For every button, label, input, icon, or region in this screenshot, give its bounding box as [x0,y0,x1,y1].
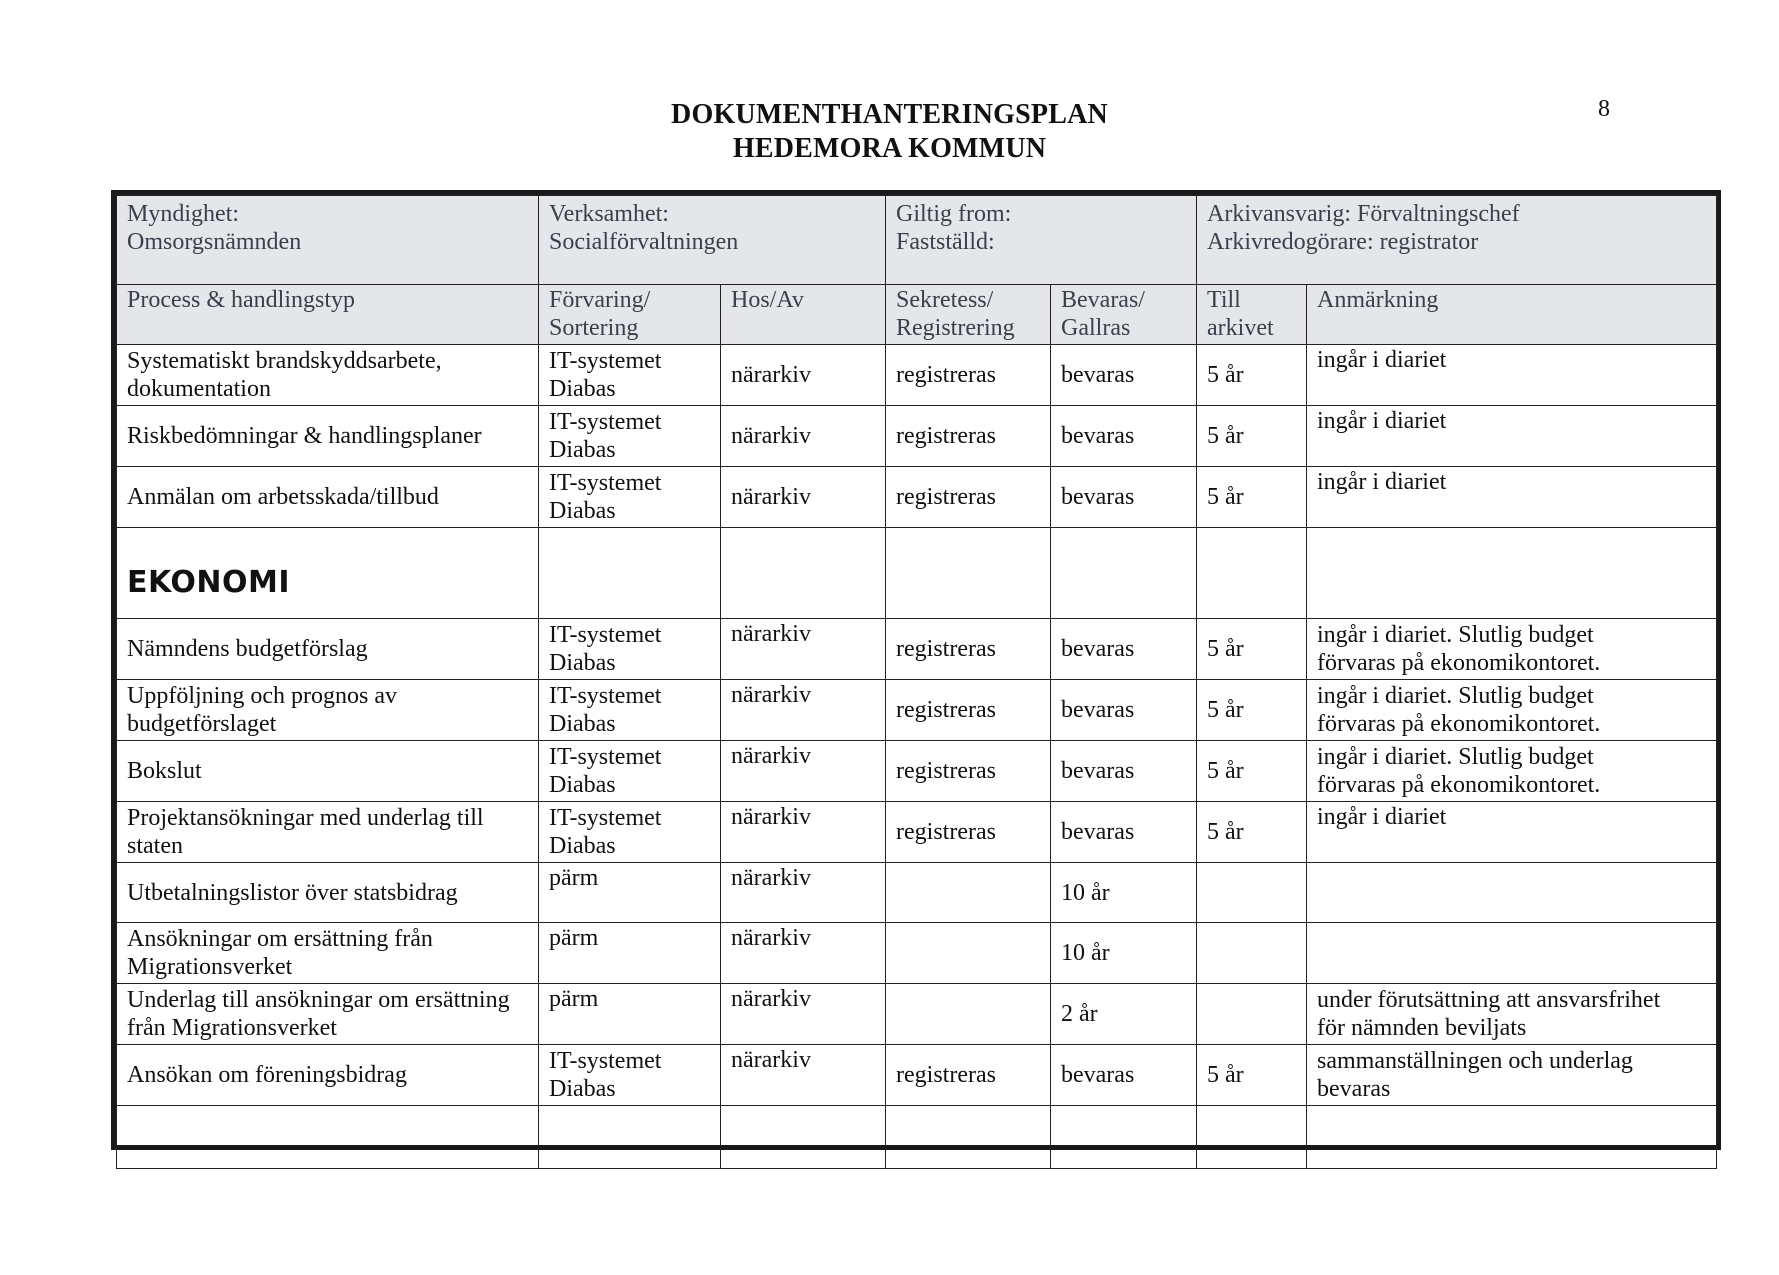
hos-value: närarkiv [731,484,811,510]
till-arkivet-value: 5 år [1207,484,1244,510]
hos-value: närarkiv [731,925,811,951]
bevaras-value: 2 år [1061,1001,1098,1027]
process-line1: Anmälan om arbetsskada/tillbud [127,484,439,510]
anmarkning-line1: ingår i diariet [1317,347,1447,373]
hos-value: närarkiv [731,621,811,647]
col-till [1197,285,1307,345]
anmarkning-line1: ingår i diariet. Slutlig budget [1317,683,1594,709]
till-arkivet-cell [1197,802,1307,863]
col-hos: Hos/Av [721,285,886,345]
hos-cell [721,680,886,741]
process-line1: Ansökningar om ersättning från [127,926,433,952]
anmarkning-line2: förvaras på ekonomikontoret. [1317,772,1601,798]
hos-value: närarkiv [731,682,811,708]
till-arkivet-value: 5 år [1207,362,1244,388]
table-row [117,1045,1717,1106]
sekretess-value: registreras [896,1062,996,1088]
anmarkning-line1: ingår i diariet [1317,804,1447,830]
forvaring-line1: IT-systemet [549,409,662,435]
process-cell [117,984,539,1045]
verksamhet-label: Verksamhet: [549,201,669,227]
till-arkivet-cell [1197,1045,1307,1106]
section-row [117,528,1717,619]
giltig-label: Giltig from: [896,201,1012,227]
bevaras-value: 10 år [1061,940,1110,966]
process-line2: budgetförslaget [127,711,277,737]
till-arkivet-cell [1197,741,1307,802]
process-cell [117,680,539,741]
col-forvaring-line1: Förvaring/ [549,287,651,313]
sekretess-cell [886,802,1051,863]
hos-value: närarkiv [731,865,811,891]
bevaras-cell [1051,1045,1197,1106]
anmarkning-cell [1307,619,1717,680]
bevaras-value: bevaras [1061,1062,1135,1088]
anmarkning-cell [1307,923,1717,984]
column-header-row [117,285,1717,345]
hos-cell [721,741,886,802]
forvaring-cell [539,680,721,741]
forvaring-line1: IT-systemet [549,805,662,831]
process-line2: dokumentation [127,376,271,402]
section-title: EKONOMI [117,528,539,619]
process-line2: från Migrationsverket [127,1015,337,1041]
table-row [117,680,1717,741]
hos-cell [721,923,886,984]
empty-cell [1051,1106,1197,1169]
table-row [117,406,1717,467]
bevaras-cell [1051,923,1197,984]
forvaring-line1: pärm [549,925,599,951]
col-forvaring [539,285,721,345]
col-bevaras [1051,285,1197,345]
process-line1: Ansökan om föreningsbidrag [127,1062,407,1088]
bevaras-cell [1051,802,1197,863]
col-process: Process & handlingstyp [117,285,539,345]
anmarkning-cell [1307,680,1717,741]
anmarkning-line1: ingår i diariet [1317,408,1447,434]
document-title [0,98,1779,166]
giltig-cell [886,196,1197,285]
process-line1: Bokslut [127,758,202,784]
forvaring-cell [539,467,721,528]
anmarkning-line1: ingår i diariet. Slutlig budget [1317,622,1594,648]
till-arkivet-value: 5 år [1207,423,1244,449]
anmarkning-cell [1307,1045,1717,1106]
bevaras-value: bevaras [1061,484,1135,510]
arkivredogorare: Arkivredogörare: registrator [1207,229,1479,255]
bevaras-cell [1051,680,1197,741]
col-till-line1: Till [1207,287,1241,313]
empty-cell [539,1106,721,1169]
table-row [117,802,1717,863]
myndighet-value: Omsorgsnämnden [127,229,302,255]
bevaras-cell [1051,863,1197,923]
empty-row [117,1106,1717,1169]
anmarkning-cell [1307,984,1717,1045]
sekretess-value: registreras [896,636,996,662]
hos-cell [721,863,886,923]
forvaring-line1: IT-systemet [549,622,662,648]
bevaras-value: bevaras [1061,819,1135,845]
empty-cell [1197,1106,1307,1169]
forvaring-line1: IT-systemet [549,744,662,770]
hos-value: närarkiv [731,743,811,769]
process-line1: Underlag till ansökningar om ersättning [127,987,510,1013]
till-arkivet-value: 5 år [1207,697,1244,723]
table-row [117,345,1717,406]
document-table [116,195,1717,1169]
anmarkning-cell [1307,467,1717,528]
till-arkivet-value: 5 år [1207,1062,1244,1088]
anmarkning-line2: för nämnden beviljats [1317,1015,1527,1041]
process-cell [117,1045,539,1106]
process-cell [117,802,539,863]
process-line1: Riskbedömningar & handlingsplaner [127,423,482,449]
hos-value: närarkiv [731,423,811,449]
myndighet-cell [117,196,539,285]
arkivansvarig: Arkivansvarig: Förvaltningschef [1207,201,1520,227]
bevaras-cell [1051,406,1197,467]
forvaring-line2: Diabas [549,376,616,402]
forvaring-line1: IT-systemet [549,683,662,709]
process-line2: Migrationsverket [127,954,293,980]
sekretess-cell [886,741,1051,802]
forvaring-line2: Diabas [549,772,616,798]
bevaras-cell [1051,984,1197,1045]
anmarkning-line1: ingår i diariet [1317,469,1447,495]
forvaring-line1: IT-systemet [549,470,662,496]
sekretess-value: registreras [896,697,996,723]
sekretess-value: registreras [896,758,996,784]
col-sekretess-line1: Sekretess/ [896,287,994,313]
empty-cell [886,528,1051,619]
till-arkivet-cell [1197,984,1307,1045]
col-bevaras-line1: Bevaras/ [1061,287,1145,313]
anmarkning-cell [1307,863,1717,923]
title-line-1: DOKUMENTHANTERINGSPLAN [671,99,1108,130]
anmarkning-cell [1307,406,1717,467]
arkiv-cell [1197,196,1717,285]
forvaring-line2: Diabas [549,711,616,737]
forvaring-cell [539,984,721,1045]
process-cell [117,923,539,984]
anmarkning-line1: ingår i diariet. Slutlig budget [1317,744,1594,770]
hos-cell [721,406,886,467]
hos-value: närarkiv [731,804,811,830]
forvaring-cell [539,406,721,467]
bevaras-value: bevaras [1061,697,1135,723]
hos-value: närarkiv [731,986,811,1012]
process-line1: Nämndens budgetförslag [127,636,368,662]
till-arkivet-value: 5 år [1207,819,1244,845]
bevaras-cell [1051,741,1197,802]
forvaring-cell [539,741,721,802]
till-arkivet-cell [1197,923,1307,984]
sekretess-cell [886,406,1051,467]
forvaring-cell [539,1045,721,1106]
sekretess-value: registreras [896,484,996,510]
empty-cell [1197,528,1307,619]
forvaring-line1: pärm [549,986,599,1012]
table-row [117,619,1717,680]
forvaring-cell [539,863,721,923]
bevaras-value: bevaras [1061,362,1135,388]
col-anm: Anmärkning [1307,285,1717,345]
table-row [117,741,1717,802]
forvaring-line2: Diabas [549,650,616,676]
forvaring-line1: IT-systemet [549,348,662,374]
process-line1: Utbetalningslistor över statsbidrag [127,879,458,906]
table-row [117,467,1717,528]
meta-row [117,196,1717,285]
table-row [117,984,1717,1045]
col-bevaras-line2: Gallras [1061,315,1131,341]
till-arkivet-cell [1197,467,1307,528]
title-line-2: HEDEMORA KOMMUN [732,133,1047,164]
process-cell [117,863,539,923]
forvaring-line2: Diabas [549,437,616,463]
col-forvaring-line2: Sortering [549,315,639,341]
till-arkivet-cell [1197,680,1307,741]
anmarkning-cell [1307,345,1717,406]
empty-cell [721,1106,886,1169]
anmarkning-line2: förvaras på ekonomikontoret. [1317,650,1601,676]
myndighet-label: Myndighet: [127,201,239,227]
sekretess-cell [886,619,1051,680]
hos-cell [721,467,886,528]
sekretess-cell [886,863,1051,923]
empty-cell [886,1106,1051,1169]
sekretess-cell [886,923,1051,984]
till-arkivet-cell [1197,406,1307,467]
process-cell [117,406,539,467]
anmarkning-line1: under förutsättning att ansvarsfrihet [1317,987,1661,1013]
sekretess-cell [886,345,1051,406]
verksamhet-value: Socialförvaltningen [549,229,739,255]
process-line1: Systematiskt brandskyddsarbete, [127,348,442,374]
empty-cell [1307,528,1717,619]
till-arkivet-cell [1197,863,1307,923]
forvaring-cell [539,345,721,406]
col-sekretess-line2: Registrering [896,315,1015,341]
col-sekretess [886,285,1051,345]
bevaras-cell [1051,345,1197,406]
hos-value: närarkiv [731,362,811,388]
sekretess-value: registreras [896,423,996,449]
process-line1: Uppföljning och prognos av [127,683,397,709]
process-line1: Projektansökningar med underlag till [127,805,484,831]
hos-cell [721,619,886,680]
bevaras-value: 10 år [1061,879,1110,906]
sekretess-cell [886,1045,1051,1106]
sekretess-cell [886,984,1051,1045]
forvaring-cell [539,619,721,680]
table-row [117,923,1717,984]
forvaring-line1: pärm [549,865,599,891]
till-arkivet-value: 5 år [1207,636,1244,662]
anmarkning-line2: förvaras på ekonomikontoret. [1317,711,1601,737]
hos-cell [721,984,886,1045]
empty-cell [1307,1106,1717,1169]
bevaras-cell [1051,467,1197,528]
hos-cell [721,802,886,863]
process-cell [117,345,539,406]
process-cell [117,619,539,680]
anmarkning-cell [1307,802,1717,863]
forvaring-line2: Diabas [549,498,616,524]
process-cell [117,741,539,802]
process-cell [117,467,539,528]
process-line2: staten [127,833,183,859]
sekretess-value: registreras [896,362,996,388]
bevaras-value: bevaras [1061,758,1135,784]
forvaring-cell [539,923,721,984]
empty-cell [1051,528,1197,619]
anmarkning-line2: bevaras [1317,1076,1391,1102]
sekretess-cell [886,680,1051,741]
forvaring-line2: Diabas [549,833,616,859]
empty-cell [539,528,721,619]
page-number: 8 [1598,96,1610,122]
forvaring-line1: IT-systemet [549,1048,662,1074]
table-row [117,863,1717,923]
bevaras-value: bevaras [1061,423,1135,449]
till-arkivet-cell [1197,619,1307,680]
forvaring-cell [539,802,721,863]
sekretess-value: registreras [896,819,996,845]
sekretess-cell [886,467,1051,528]
bevaras-cell [1051,619,1197,680]
forvaring-line2: Diabas [549,1076,616,1102]
empty-cell [721,528,886,619]
till-arkivet-cell [1197,345,1307,406]
hos-cell [721,345,886,406]
hos-cell [721,1045,886,1106]
bevaras-value: bevaras [1061,636,1135,662]
col-till-line2: arkivet [1207,315,1274,341]
document-table-frame [111,190,1721,1150]
faststalld-label: Fastställd: [896,229,995,255]
anmarkning-cell [1307,741,1717,802]
empty-cell [117,1106,539,1169]
verksamhet-cell [539,196,886,285]
anmarkning-line1: sammanställningen och underlag [1317,1048,1633,1074]
till-arkivet-value: 5 år [1207,758,1244,784]
hos-value: närarkiv [731,1047,811,1073]
